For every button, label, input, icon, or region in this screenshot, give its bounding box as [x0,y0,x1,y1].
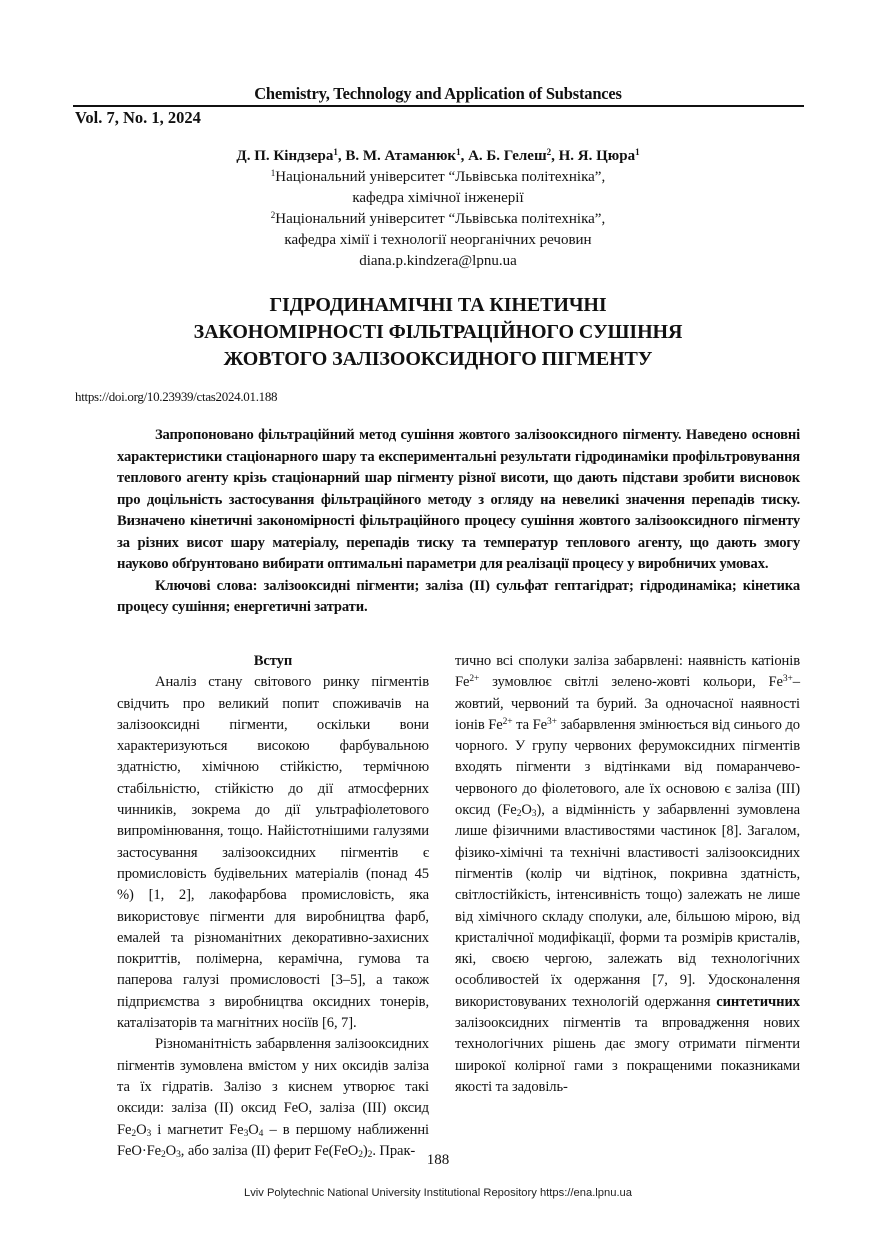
body-column-left [117,651,429,1162]
paper-title [0,292,876,373]
affiliation-text: Національний університет “Львівська політехніка”, [275,169,606,185]
author-name: Д. П. Кіндзера [236,148,334,164]
affiliation-1 [0,167,876,188]
affiliation-mark: 1 [635,147,640,157]
author-name: А. Б. Гелеш [468,148,547,164]
abstract-text: Запропоновано фільтраційний метод сушіння жовтого залізооксидного пігменту. Наведено основні характеристики стаціонарного шару та експериментальні результати гідродинаміки профільтровування теплового агенту крізь стаціонарний шар пігменту різної висоти, що дають підстави зробити висновок про доцільність застосування фільтраційного методу з огляду на невеликі значення перепадів тиску. Визначено кінетичні закономірності фільтраційного процесу сушіння жовтого залізооксидного пігменту за різних висот шару матеріалу, перепадів тиску та температур теплового агенту, що дають змогу науково обґрунтовано вибирати оптимальні параметри для реалізації процесу у виробничих умовах. [117,427,800,572]
affiliation-mark: 1 [456,147,461,157]
affiliation-2 [0,209,876,230]
emphasis: синтетичних [716,993,800,1010]
affiliation-text: Національний університет “Львівська політехніка”, [275,211,606,227]
paragraph: Аналіз стану світового ринку пігментів свідчить про великий попит споживачів на залізооксидні пігменти, оскільки вони характеризуються високою фарбувальною здатністю, хімічною стійкістю, термічною стабільністю, стійкістю до дії атмосферних чинників, зокрема до дії ультрафіолетового випромінювання, тощо. Найістотнішими галузями застосування залізооксидних пігментів є промисловість будівельних матеріалів (понад 45 %) [1, 2], лакофарбова промисловість, яка використовує пігменти для виробництва фарб, емалей та різноманітних декоративно-захисних покриттів, полімерна, керамічна, гумова та паперова галузі промисловості [3–5], а також підприємства з виробництва оксидних тонерів, каталізаторів та магнітних носіїв [6, 7]. [117,674,429,1032]
author-list: Д. П. Кіндзера$^1$, В. М. Атаманюк$^1$, А. Б. Гелеш$^2$, Н. Я. Цюра$^1$ [236,147,640,164]
title-line: ЗАКОНОМІРНОСТІ ФІЛЬТРАЦІЙНОГО СУШІННЯ [193,321,683,343]
affiliation-mark: 1 [270,168,276,178]
authors-block [0,146,876,272]
abstract [117,425,800,619]
section-heading: Вступ [253,653,293,669]
author-name: Н. Я. Цюра [558,148,636,164]
page-number: 188 [426,1152,450,1168]
affiliation-2-department: кафедра хімії і технології неорганічних речовин [284,232,592,248]
title-line: ГІДРОДИНАМІЧНІ ТА КІНЕТИЧНІ [269,294,607,316]
repository-footer: Lviv Polytechnic National University Institutional Repository https://ena.lpnu.ua [243,1187,633,1199]
volume-issue: Vol. 7, No. 1, 2024 [75,108,201,127]
title-line: ЖОВТОГО ЗАЛІЗООКСИДНОГО ПІГМЕНТУ [223,348,653,370]
body-column-right [455,651,800,1098]
doi-link[interactable]: https://doi.org/10.23939/ctas2024.01.188 [75,389,278,404]
header-rule [73,105,804,107]
affiliation-1-department: кафедра хімічної інженерії [352,190,524,206]
keywords: Ключові слова: залізооксидні пігменти; заліза (II) сульфат гептагідрат; гідродинаміка; кінетика процесу сушіння; енергетичні затрати. [117,577,800,615]
journal-title: Chemistry, Technology and Application of Substances [254,84,622,103]
author-name: В. М. Атаманюк [345,148,457,164]
affiliation-mark: 2 [270,210,276,220]
affiliation-mark: 2 [546,147,552,157]
paragraph: Різноманітність забарвлення залізооксидних пігментів зумовлена вмістом у них оксидів заліза та їх гідратів. Залізо з киснем утворює такі оксиди: заліза (II) оксид FeO, заліза (III) оксид $Fe_2O_3$ і магнетит $Fe_3O_4$ – в першому наближенні $FeO\cdot Fe_2O_3$, або заліза (II) ферит $Fe(FeO_2)_2$. Прак- [117,1036,429,1160]
paragraph: тично всі сполуки заліза забарвлені: наявність катіонів $Fe^{2+}$ зумовлює світлі зелено-жовті кольори, $Fe^{3+}-$ жовтий, червоний та бурий. За одночасної наявності іонів $Fe^{2+}$ та $Fe^{3+}$ забарвлення змінюється від синього до чорного. У групу червоних ферумоксидних пігментів входять пігменти з відтінками від помаранчево-червоного до фіолетового, але їх основою є заліза (III) оксид $(Fe_2O_3)$, а відмінність у забарвленні зумовлена лише фізичними властивостями частинок [8]. Загалом, фізико-хімічні та технічні властивості залізооксидних пігментів (колір чи відтінок, покривна здатність, світлостійкість, інтенсивність тощо) залежать не лише від хімічного складу сполуки, але, більшою мірою, від кристалічної модифікації, форми та розмірів кристалів, які, своєю чергою, залежать від технологічних особливостей їх одержання [7, 9]. Удосконалення використовуваних технологій одержання синтетичних залізооксидних пігментів та впровадження нових технологічних рішень дає змогу отримати пігменти широкої колірної гами з покращеними показниками якості та задовіль- [455,653,800,1095]
affiliation-mark: 1 [333,147,338,157]
contact-email[interactable]: diana.p.kindzera@lpnu.ua [359,253,517,269]
